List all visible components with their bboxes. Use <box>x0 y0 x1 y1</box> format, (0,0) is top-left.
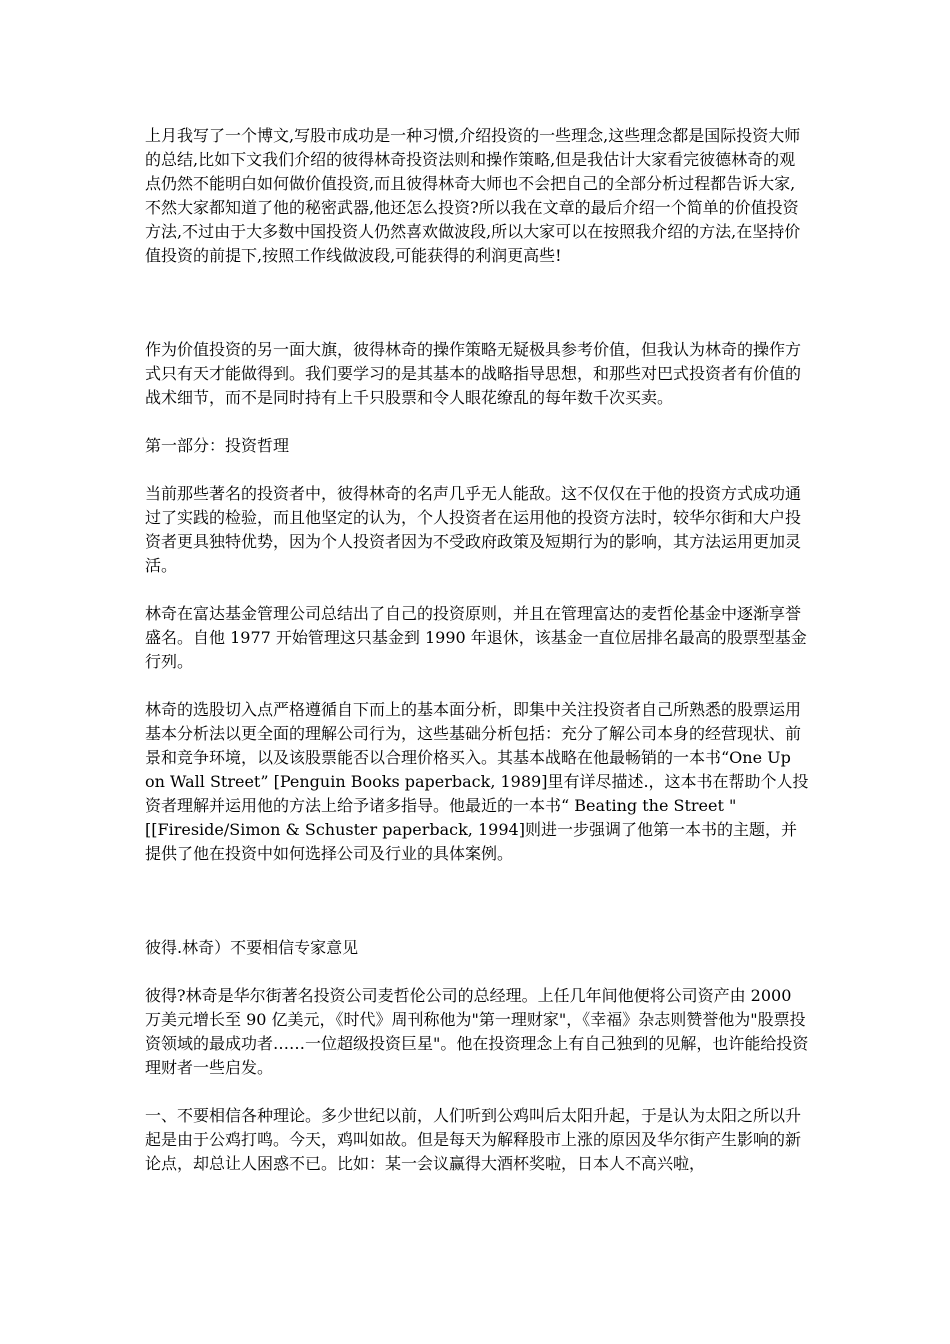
paragraph-intro: 上月我写了一个博文,写股市成功是一种习惯,介绍投资的一些理念,这些理念都是国际投资大师的总结,比如下文我们介绍的彼得林奇投资法则和操作策略,但是我估计大家看完彼德林奇的观点仍然不能明白如何做价值投资,而且彼得林奇大师也不会把自己的全部分析过程都告诉大家,不然大家都知道了他的秘密武器,他还怎么投资?所以我在文章的最后介绍一个简单的价值投资方法,不过由于大多数中国投资人仍然喜欢做波段,所以大家可以在按照我介绍的方法,在坚持价值投资的前提下,按照工作线做波段,可能获得的利润更高些! <box>145 126 801 265</box>
section-heading-expert-advice: 彼得.林奇）不要相信专家意见 <box>145 938 359 957</box>
paragraph-spacer <box>145 960 810 984</box>
paragraph-spacer <box>145 578 810 602</box>
paragraph-lynch-strategy: 作为价值投资的另一面大旗，彼得林奇的操作策略无疑极具参考价值，但我认为林奇的操作方式只有天才能做得到。我们要学习的是其基本的战略指导思想，和那些对巴式投资者有价值的战术细节，而不是同时持有上千只股票和令人眼花缭乱的每年数千次买卖。 <box>145 340 802 407</box>
paragraph-lynch-reputation: 当前那些著名的投资者中，彼得林奇的名声几乎无人能敌。这不仅仅在于他的投资方式成功通过了实践的检验，而且他坚定的认为，个人投资者在运用他的投资方法时，较华尔街和大户投资者更具独特优势，因为个人投资者因为不受政府政策及短期行为的影响，其方法运用更加灵活。 <box>145 484 802 575</box>
paragraph-spacer <box>145 268 810 338</box>
paragraph-theories: 一、不要相信各种理论。多少世纪以前，人们听到公鸡叫后太阳升起，于是认为太阳之所以升起是由于公鸡打鸣。今天，鸡叫如故。但是每天为解释股市上涨的原因及华尔街产生影响的新论点，却总让人困惑不已。比如：某一会议赢得大酒杯奖啦，日本人不高兴啦， <box>145 1106 802 1173</box>
paragraph-spacer <box>145 410 810 434</box>
paragraph-spacer <box>145 458 810 482</box>
paragraph-lynch-bio: 彼得?林奇是华尔街著名投资公司麦哲伦公司的总经理。上任几年间他便将公司资产由 2000 万美元增长至 90 亿美元，《时代》周刊称他为"第一理财家"，《幸福》杂志则赞誉他为"股票投资领域的最成功者……一位超级投资巨星"。他在投资理念上有自己独到的见解，也许能给投资理财者一些启发。 <box>145 986 809 1077</box>
document-body <box>145 124 810 1176</box>
paragraph-spacer <box>145 674 810 698</box>
paragraph-fidelity: 林奇在富达基金管理公司总结出了自己的投资原则，并且在管理富达的麦哲伦基金中逐渐享誉盛名。自他 1977 开始管理这只基金到 1990 年退休，该基金一直位居排名最高的股票型基金行列。 <box>145 604 807 671</box>
paragraph-spacer <box>145 866 810 936</box>
paragraph-stock-selection: 林奇的选股切入点严格遵循自下而上的基本面分析，即集中关注投资者自己所熟悉的股票运用基本分析法以更全面的理解公司行为，这些基础分析包括：充分了解公司本身的经营现状、前景和竞争环境，以及该股票能否以合理价格买入。其基本战略在他最畅销的一本书“One Up on Wall Street” [Penguin Books paperback, 1989]里有详尽描述.，这本书在帮助个人投资者理解并运用他的方法上给予诸多指导。他最近的一本书“ Beating the Street "[[Fireside/Simon & Schuster paperback, 1994]则进一步强调了他第一本书的主题，并提供了他在投资中如何选择公司及行业的具体案例。 <box>145 700 809 863</box>
paragraph-spacer <box>145 1080 810 1104</box>
section-heading-philosophy: 第一部分：投资哲理 <box>145 436 290 455</box>
